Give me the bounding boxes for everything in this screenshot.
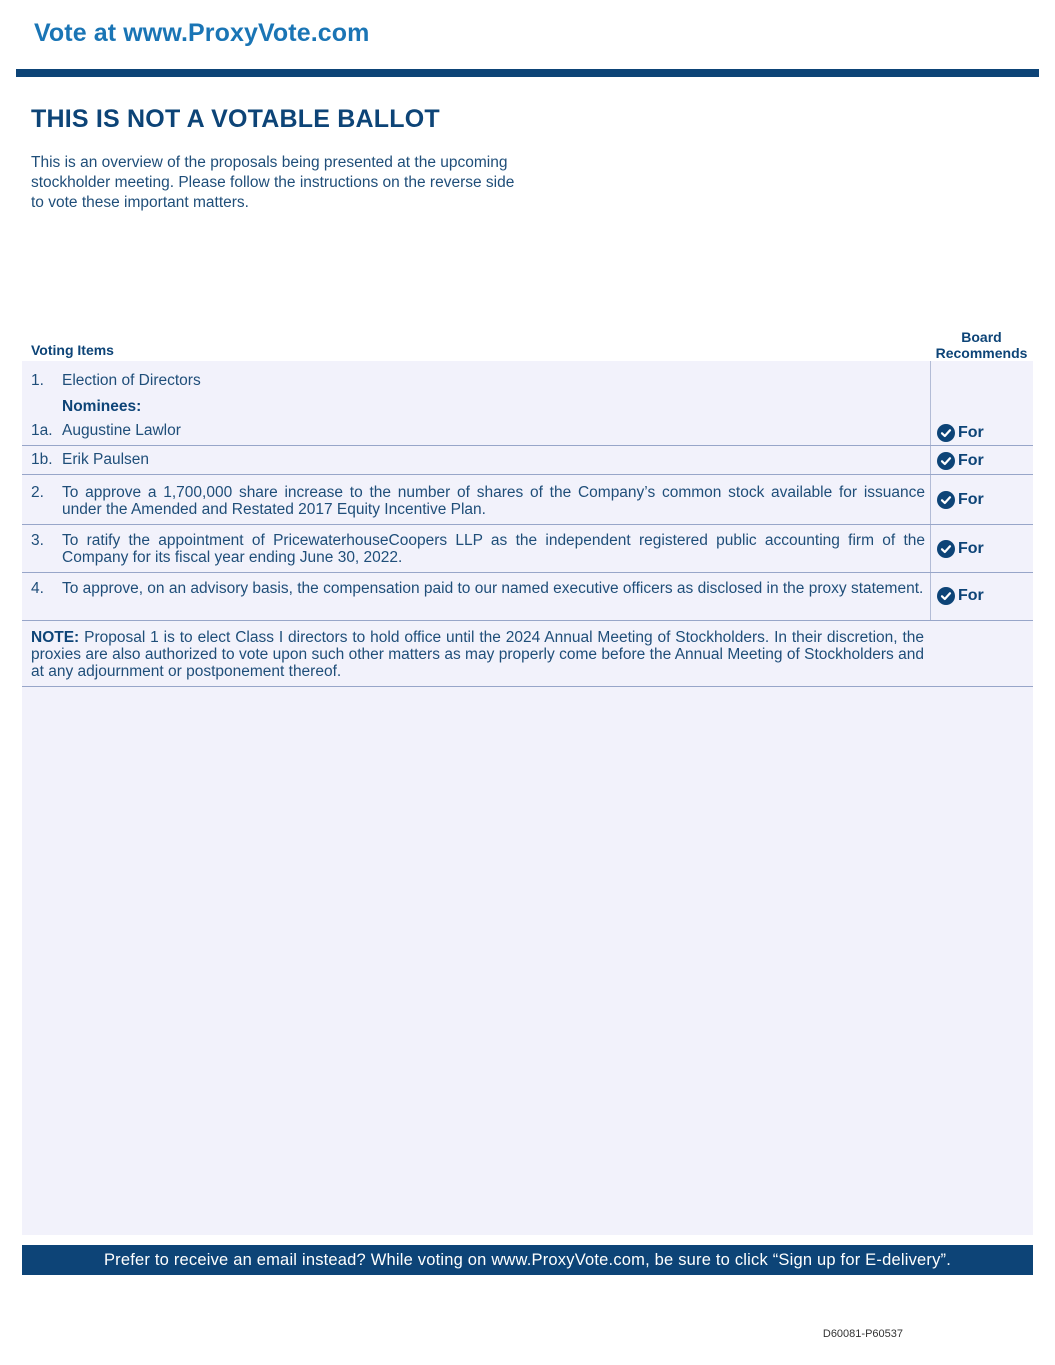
row-divider — [22, 474, 1033, 475]
item-number: 1. — [31, 372, 44, 389]
page-title: THIS IS NOT A VOTABLE BALLOT — [31, 105, 440, 133]
recommendation-label: For — [958, 491, 984, 508]
recommendation-2 — [937, 491, 984, 509]
item-number: 3. — [31, 532, 44, 549]
e-delivery-banner: Prefer to receive an email instead? While voting on www.ProxyVote.com, be sure to click “Sign up for E-delivery”. — [22, 1245, 1033, 1275]
recommendation-label: For — [958, 540, 984, 557]
recommendation-1a — [937, 424, 984, 442]
note-body: Proposal 1 is to elect Class I directors to hold office until the 2024 Annual Meeting of Stockholders. In their discretion, the proxies are also authorized to vote upon such other matters as may properly come before the Annual Meeting of Stockholders and at any adjournment or postponement thereof. — [31, 629, 924, 680]
recommendation-label: For — [958, 587, 984, 604]
intro-text: This is an overview of the proposals being presented at the upcoming stockholder meeting. Please follow the instructions on the reverse side to vote these important matters. — [31, 154, 515, 211]
check-circle-icon — [937, 424, 955, 442]
item-number: 1a. — [31, 422, 53, 439]
row-divider — [22, 686, 1033, 687]
item-text: To approve, on an advisory basis, the compensation paid to our named executive officers as disclosed in the proxy statement. — [62, 580, 924, 597]
row-divider — [22, 524, 1033, 525]
row-divider — [22, 620, 1033, 621]
recommendation-label: For — [958, 424, 984, 441]
voting-items-header: Voting Items — [31, 342, 114, 358]
note-text — [31, 629, 924, 680]
item-number: 4. — [31, 580, 44, 597]
check-circle-icon — [937, 540, 955, 558]
recommendation-4 — [937, 587, 984, 605]
item-text: Augustine Lawlor — [62, 422, 181, 439]
item-text: To approve a 1,700,000 share increase to the number of shares of the Company’s common stock available for issuance under the Amended and Restated 2017 Equity Incentive Plan. — [62, 484, 925, 518]
item-number: 2. — [31, 484, 44, 501]
item-text: To ratify the appointment of PricewaterhouseCoopers LLP as the independent registered public accounting firm of the Company for its fiscal year ending June 30, 2022. — [62, 532, 925, 566]
board-recommends-header: Board Recommends — [935, 329, 1028, 361]
row-divider — [22, 572, 1033, 573]
nominees-label: Nominees: — [62, 398, 142, 415]
header-rule — [16, 69, 1039, 77]
note-label: NOTE: — [31, 629, 80, 646]
recommendation-1b — [937, 452, 984, 470]
check-circle-icon — [937, 587, 955, 605]
recommendation-3 — [937, 540, 984, 558]
item-text: Erik Paulsen — [62, 451, 150, 468]
item-number: 1b. — [31, 451, 53, 468]
row-divider — [22, 445, 1033, 446]
column-divider — [930, 361, 931, 620]
vote-link[interactable]: Vote at www.ProxyVote.com — [34, 19, 370, 47]
document-code: D60081-P60537 — [822, 1328, 903, 1340]
check-circle-icon — [937, 491, 955, 509]
item-text: Election of Directors — [62, 372, 201, 389]
recommendation-label: For — [958, 452, 984, 469]
check-circle-icon — [937, 452, 955, 470]
